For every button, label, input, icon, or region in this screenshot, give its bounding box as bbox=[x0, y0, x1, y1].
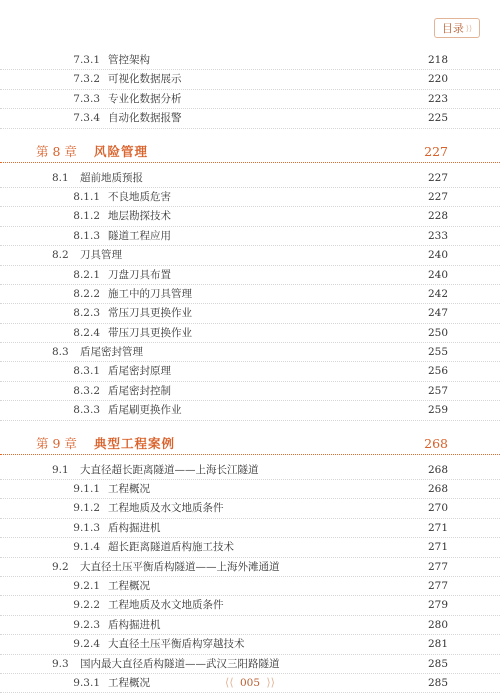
toc-entry-title: 大直径超长距离隧道——上海长江隧道 bbox=[80, 463, 259, 476]
toc-entry[interactable] bbox=[0, 246, 500, 265]
toc-entry-title: 盾尾刷更换作业 bbox=[108, 404, 182, 417]
toc-entry[interactable] bbox=[0, 109, 500, 128]
toc-entry-title: 管控架构 bbox=[108, 54, 150, 66]
toc-entry[interactable] bbox=[0, 188, 500, 207]
toc-entry[interactable] bbox=[0, 70, 500, 89]
toc-entry-title: 施工中的刀具管理 bbox=[108, 287, 192, 300]
toc-entry[interactable] bbox=[0, 207, 500, 226]
toc-entry-number: 7.3.4 bbox=[73, 112, 100, 125]
toc-entry-number: 8.2.4 bbox=[73, 326, 100, 339]
toc-entry[interactable] bbox=[0, 51, 500, 70]
toc-entry-number: 9.1.1 bbox=[73, 483, 100, 496]
toc-entry[interactable] bbox=[0, 616, 500, 635]
toc-entry-page: 240 bbox=[427, 268, 448, 281]
toc-entry-number: 7.3.1 bbox=[73, 54, 100, 66]
toc-entry-title: 盾构掘进机 bbox=[108, 521, 161, 534]
toc-entry-title: 地层勘探技术 bbox=[108, 210, 171, 223]
toc-entry-page: 250 bbox=[427, 326, 448, 339]
toc-entry-number: 9.1 bbox=[52, 463, 69, 476]
toc-entry-page: 223 bbox=[427, 92, 448, 105]
toc-entry-page: 268 bbox=[427, 483, 448, 496]
toc-entry[interactable] bbox=[0, 596, 500, 615]
toc-entry-title: 盾尾密封原理 bbox=[108, 365, 171, 378]
toc-entry-page: 281 bbox=[427, 638, 448, 651]
toc-entry-page: 255 bbox=[427, 346, 448, 359]
toc-entry[interactable] bbox=[0, 324, 500, 343]
toc-entry-page: 218 bbox=[427, 54, 448, 66]
toc-entry-number: 9.3.1 bbox=[73, 676, 100, 689]
toc-entry-title: 刀盘刀具布置 bbox=[108, 268, 171, 281]
toc-entry-page: 225 bbox=[427, 112, 448, 125]
toc-entry-page: 227 bbox=[427, 171, 448, 184]
toc-entry-page: 220 bbox=[427, 73, 448, 86]
toc-entry-title: 专业化数据分析 bbox=[108, 92, 182, 105]
toc-entry[interactable] bbox=[0, 362, 500, 381]
toc-entry-title: 带压刀具更换作业 bbox=[108, 326, 192, 339]
toc-entry-page: 270 bbox=[427, 502, 448, 515]
toc-entry-page: 240 bbox=[427, 249, 448, 262]
toc-entry[interactable] bbox=[0, 461, 500, 480]
toc-entry-title: 不良地质危害 bbox=[108, 190, 171, 203]
section-tab-toc bbox=[434, 18, 480, 38]
toc-entry-page: 277 bbox=[427, 560, 448, 573]
toc-entry[interactable] bbox=[0, 90, 500, 109]
toc-entry-number: 8.2 bbox=[52, 249, 69, 262]
toc-entry-title: 常压刀具更换作业 bbox=[108, 307, 192, 320]
toc-entry-title: 盾尾密封管理 bbox=[80, 346, 143, 359]
toc-entry[interactable] bbox=[0, 577, 500, 596]
toc-entry-page: 285 bbox=[427, 657, 448, 670]
toc-entry-page: 233 bbox=[427, 229, 448, 242]
toc-entry-title: 隧道工程应用 bbox=[108, 229, 171, 242]
tab-ornament-icon: ⟩⟩ bbox=[465, 23, 473, 33]
toc-entry[interactable] bbox=[0, 227, 500, 246]
toc-entry-number: 9.1.4 bbox=[73, 541, 100, 554]
toc-entry-title: 盾尾密封控制 bbox=[108, 384, 171, 397]
chevron-left-icon: ⟨⟨ bbox=[225, 676, 234, 689]
toc-entry-page: 227 bbox=[424, 143, 448, 159]
toc-entry-title: 超前地质预报 bbox=[80, 171, 143, 184]
section-tab-label: 目录 bbox=[441, 22, 464, 35]
toc-entry-number: 第 8 章 bbox=[36, 143, 77, 159]
toc-entry-number: 9.1.3 bbox=[73, 521, 100, 534]
toc-entry[interactable] bbox=[0, 266, 500, 285]
toc-entry-title: 刀具管理 bbox=[80, 249, 122, 262]
toc-entry-title: 国内最大直径盾构隧道——武汉三阳路隧道 bbox=[80, 657, 280, 670]
toc-entry-page: 256 bbox=[427, 365, 448, 378]
toc-entry-page: 277 bbox=[427, 579, 448, 592]
toc-entry-number: 8.2.3 bbox=[73, 307, 100, 320]
toc-entry-number: 9.1.2 bbox=[73, 502, 100, 515]
toc-entry[interactable] bbox=[0, 343, 500, 362]
toc-entry-page: 228 bbox=[427, 210, 448, 223]
toc-entry-title: 工程概况 bbox=[108, 483, 150, 496]
toc-entry[interactable] bbox=[0, 635, 500, 654]
toc-entry-page: 285 bbox=[427, 676, 448, 689]
toc-entry[interactable] bbox=[0, 382, 500, 401]
toc-entry-page: 242 bbox=[427, 287, 448, 300]
toc-entry[interactable] bbox=[0, 169, 500, 188]
toc-entry-number: 9.2.2 bbox=[73, 599, 100, 612]
toc-entry-number: 9.2.4 bbox=[73, 638, 100, 651]
toc-entry[interactable] bbox=[0, 285, 500, 304]
toc-entry[interactable] bbox=[0, 558, 500, 577]
toc-entry-number: 8.1.2 bbox=[73, 210, 100, 223]
toc-entry-page: 279 bbox=[427, 599, 448, 612]
toc-entry-number: 9.2.1 bbox=[73, 579, 100, 592]
toc-entry-title: 大直径土压平衡盾构隧道——上海外滩通道 bbox=[80, 560, 280, 573]
toc-entry-page: 257 bbox=[427, 384, 448, 397]
toc-entry-number: 8.1 bbox=[52, 171, 69, 184]
toc-entry-page: 268 bbox=[424, 435, 448, 451]
toc-entry-number: 8.2.2 bbox=[73, 287, 100, 300]
toc-entry-number: 9.2 bbox=[52, 560, 69, 573]
toc-entry[interactable] bbox=[0, 538, 500, 557]
toc-entry[interactable] bbox=[0, 401, 500, 420]
toc-entry-number: 8.3 bbox=[52, 346, 69, 359]
page-number: 005 bbox=[239, 677, 261, 689]
toc-entry-page: 271 bbox=[427, 541, 448, 554]
toc-entry-page: 280 bbox=[427, 618, 448, 631]
toc-entry-number: 8.1.3 bbox=[73, 229, 100, 242]
toc-entry-page: 268 bbox=[427, 463, 448, 476]
toc-entry[interactable] bbox=[0, 519, 500, 538]
toc-entry[interactable] bbox=[0, 480, 500, 499]
toc-entry-title: 盾构掘进机 bbox=[108, 618, 161, 631]
toc-entry[interactable] bbox=[0, 304, 500, 323]
toc-entry-number: 7.3.3 bbox=[73, 92, 100, 105]
toc-entry-number: 9.2.3 bbox=[73, 618, 100, 631]
toc-entry[interactable] bbox=[0, 655, 500, 674]
toc-entry-number: 9.3 bbox=[52, 657, 69, 670]
toc-entry[interactable] bbox=[0, 499, 500, 518]
page-footer bbox=[0, 676, 500, 689]
toc-entry-page: 227 bbox=[427, 190, 448, 203]
toc-entry-number: 8.3.3 bbox=[73, 404, 100, 417]
toc-entry-page: 259 bbox=[427, 404, 448, 417]
toc-entry-title: 工程地质及水文地质条件 bbox=[108, 599, 224, 612]
toc-entry-title: 自动化数据报警 bbox=[108, 112, 182, 125]
toc-entry-title: 风险管理 bbox=[94, 143, 149, 159]
toc-entry-title: 超长距离隧道盾构施工技术 bbox=[108, 541, 234, 554]
toc-entry-number: 8.3.2 bbox=[73, 384, 100, 397]
toc-entry-number: 8.3.1 bbox=[73, 365, 100, 378]
toc-entry-title: 工程概况 bbox=[108, 676, 150, 689]
table-of-contents bbox=[0, 51, 500, 693]
toc-entry-number: 8.2.1 bbox=[73, 268, 100, 281]
toc-chapter-entry[interactable] bbox=[0, 141, 500, 163]
toc-entry-title: 工程概况 bbox=[108, 579, 150, 592]
toc-entry-page: 271 bbox=[427, 521, 448, 534]
toc-entry-title: 大直径土压平衡盾构穿越技术 bbox=[108, 638, 245, 651]
toc-entry-title: 典型工程案例 bbox=[94, 435, 176, 451]
toc-entry-title: 可视化数据展示 bbox=[108, 73, 182, 86]
toc-entry-page: 247 bbox=[427, 307, 448, 320]
toc-chapter-entry[interactable] bbox=[0, 433, 500, 455]
chevron-right-icon: ⟩⟩ bbox=[266, 676, 275, 689]
toc-entry-number: 第 9 章 bbox=[36, 435, 77, 451]
toc-entry-title: 工程地质及水文地质条件 bbox=[108, 502, 224, 515]
toc-entry-number: 8.1.1 bbox=[73, 190, 100, 203]
toc-entry-number: 7.3.2 bbox=[73, 73, 100, 86]
